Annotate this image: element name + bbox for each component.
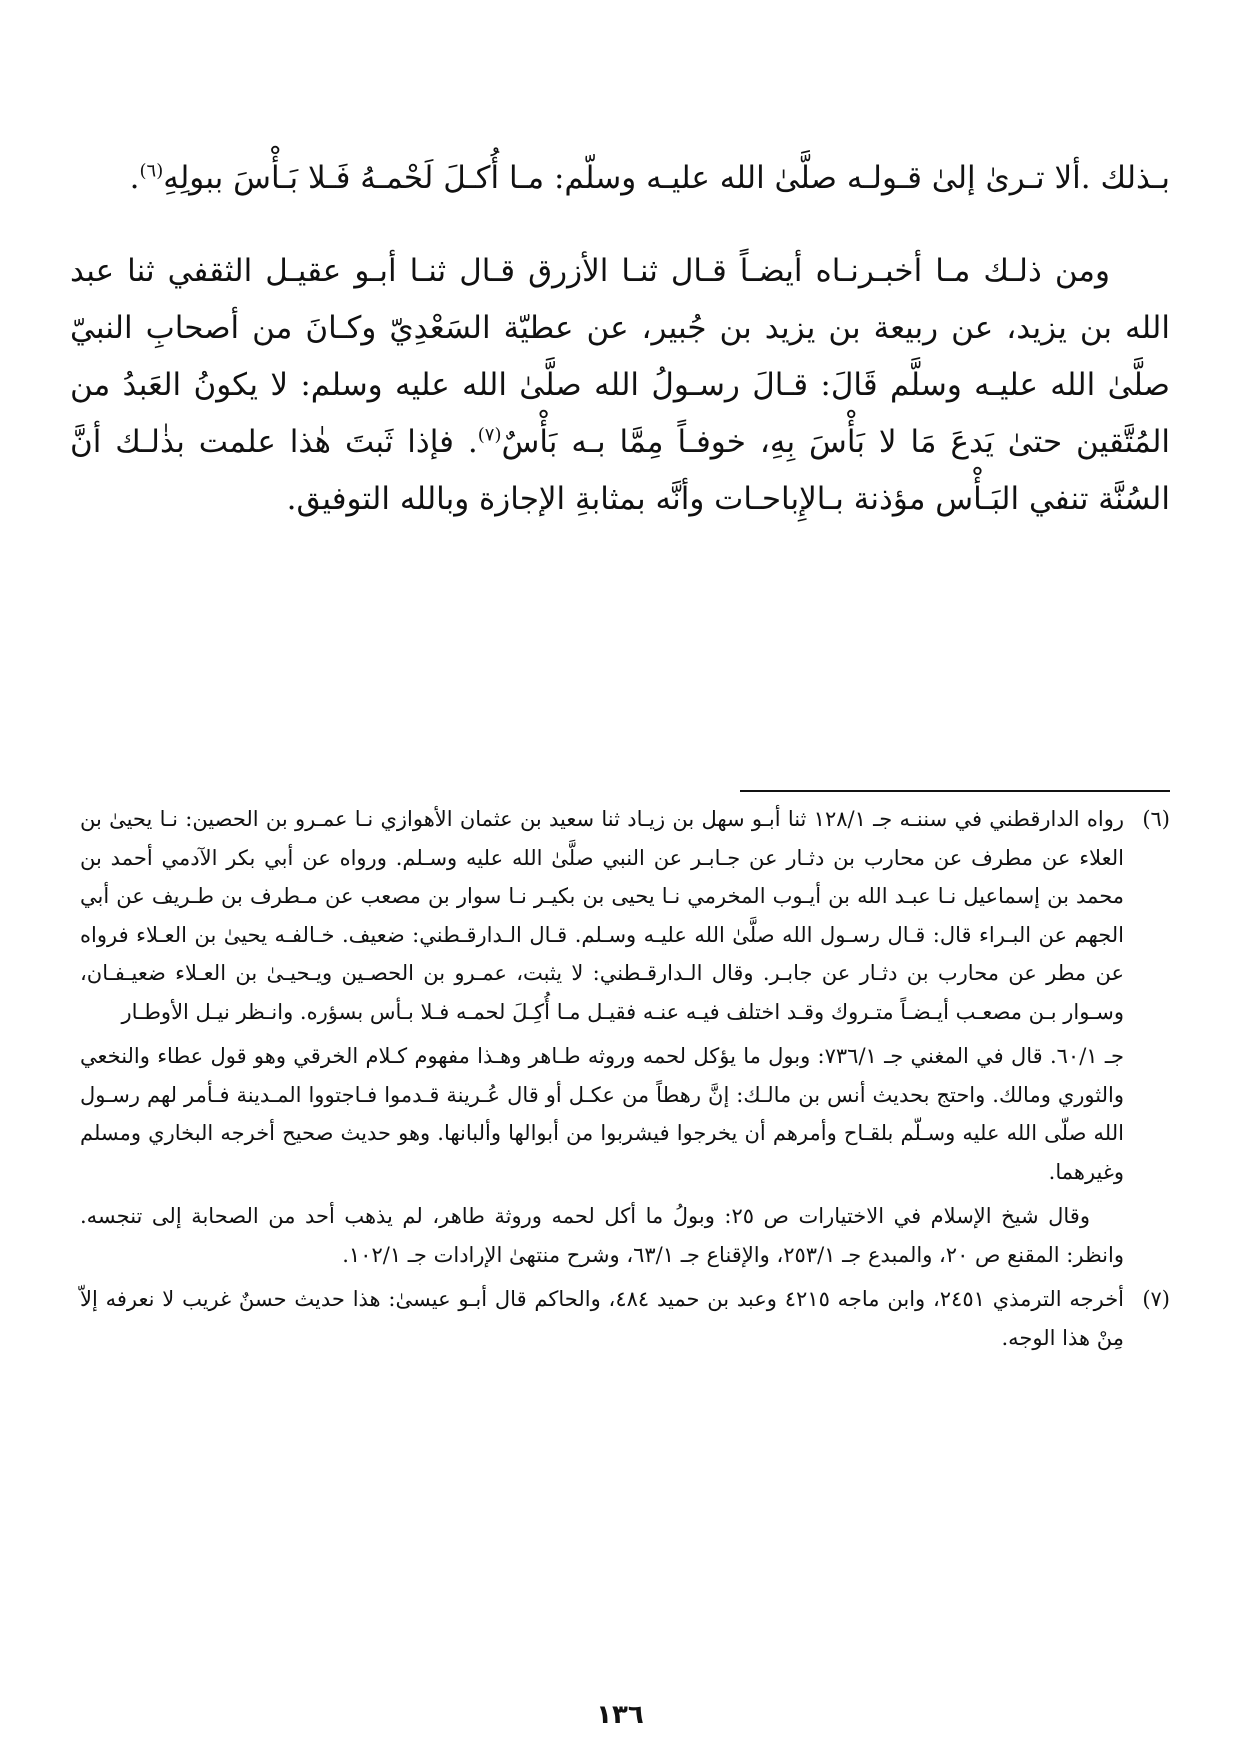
main-paragraph-2-text-a: ومن ذلـك مـا أخبـرنـاه أيضـاً قـال ثنـا الأزرق قـال ثنـا أبـو عقيـل الثقفي ثنا عبد الله بن يزيد، عن ربيعة بن يزيد بن جُبير، عن عطيّة السَعْدِيّ وكـانَ من أصحابِ النبيّ صلَّىٰ الله عليـه وسلَّم قَالَ: قـالَ رسـولُ الله صلَّىٰ الله عليه وسلم: لا يكونُ العَبدُ من المُتَّقين حتىٰ يَدعَ مَا لا بَأْسَ بِهِ، خوفـاً مِمَّا بـه بَأْسٌ <box>70 253 1171 460</box>
main-paragraph-2-text-b: . فإذا ثَبتَ هٰذا علمت بذٰلـك أنَّ السُنَّة تنفي البَـأْس مؤذنة بـالإِباحـات وأنَّه بمثابةِ الإجازة وبالله التوفيق. <box>70 424 1170 517</box>
footnote-7-paragraph-1: أخرجه الترمذي ٢٤٥١، وابن ماجه ٤٢١٥ وعبد بن حميد ٤٨٤، والحاكم قال أبـو عيسىٰ: هذا حديث حسنٌ غريب لا نعرفه إلاّ مِنْ هذا الوجه. <box>80 1287 1125 1350</box>
main-paragraph-1 <box>70 150 1170 207</box>
footnote-6-paragraph-1: رواه الدارقطني في سننـه جـ ١٢٨/١ ثنا أبـو سهل بن زيـاد ثنا سعيد بن عثمان الأهوازي نـا عمـرو بن الحصين: نـا يحيىٰ بن العلاء عن مطرف عن محارب بن دثـار عن جـابـر عن النبي صلَّىٰ الله عليه وسـلم. ورواه عن أبي بكر الآدمي أحمد بن محمد بن إسماعيل نـا عبـد الله بن أيـوب المخرمي نـا يحيى بن بكيـر نـا سوار بن مصعب عن مـطرف بن طـريف عن أبي الجهم عن البـراء قال: قـال رسـول الله صلَّىٰ الله عليـه وسـلم. قـال الـدارقـطني: ضعيف. خـالفـه يحيىٰ بن العـلاء فرواه عن مطر عن محارب بن دثـار عن جابـر. وقال الـدارقـطني: لا يثبت، عمـرو بن الحصـين ويـحيـىٰ بن العـلاء ضعيـفـان، وسـوار بـن مصعـب أيـضـاً متـروك وقـد اختلف فيـه عنـه فقيـل مـا أُكِـلَ لحمـه فـلا بـأس بسؤره. وانـظر نيـل الأوطـار <box>80 807 1124 1024</box>
main-paragraph-2 <box>70 243 1170 528</box>
footnote-7-number: (٧) <box>1142 1287 1170 1311</box>
footnote-6-paragraph-2: جـ ٦٠/١. قال في المغني جـ ٧٣٦/١: وبول ما يؤكل لحمه وروثه طـاهر وهـذا مفهوم كـلام الخرقي وهو قول عطاء والنخعي والثوري ومالك. واحتج بحديث أنس بن مالـك: إنَّ رهطاً من عكـل أو قال عُـرينة قـدموا فـاجتووا المـدينة فـأمر لهم رسـول الله صلّى الله عليه وسـلّم بلقـاح وأمرهم أن يخرجوا فيشربوا من أبوالها وألبانها. وهو حديث صحيح أخرجه البخاري ومسلم وغيرهما. <box>80 1044 1124 1184</box>
main-text <box>70 150 1170 528</box>
footnote-separator <box>740 790 1170 792</box>
footnote-ref-7: (٧) <box>477 424 502 446</box>
footnotes <box>80 800 1170 1363</box>
footnote-6-number: (٦) <box>1142 807 1170 831</box>
footnote-6 <box>80 800 1170 1274</box>
main-paragraph-1-text: بـذلك .ألا تـرىٰ إلىٰ قـولـه صلَّىٰ الله عليـه وسلّم: مـا أُكـلَ لَحْمـهُ فَـلا بَـأْسَ ببولِهِ <box>163 160 1170 196</box>
page-number: ١٣٦ <box>596 1700 644 1730</box>
footnote-7 <box>80 1280 1170 1357</box>
main-paragraph-1-end: . <box>129 160 140 196</box>
footnote-ref-6: (٦) <box>139 160 164 182</box>
footnote-6-paragraph-3: وقال شيخ الإسلام في الاختيارات ص ٢٥: وبولُ ما أكل لحمه وروثة طاهر، لم يذهب أحد من الصحابة إلى تنجسه. وانظر: المقنع ص ٢٠، والمبدع جـ ٢٥٣/١، والإقناع جـ ٦٣/١، وشرح منتهىٰ الإرادات جـ ١٠٢/١. <box>80 1204 1124 1267</box>
